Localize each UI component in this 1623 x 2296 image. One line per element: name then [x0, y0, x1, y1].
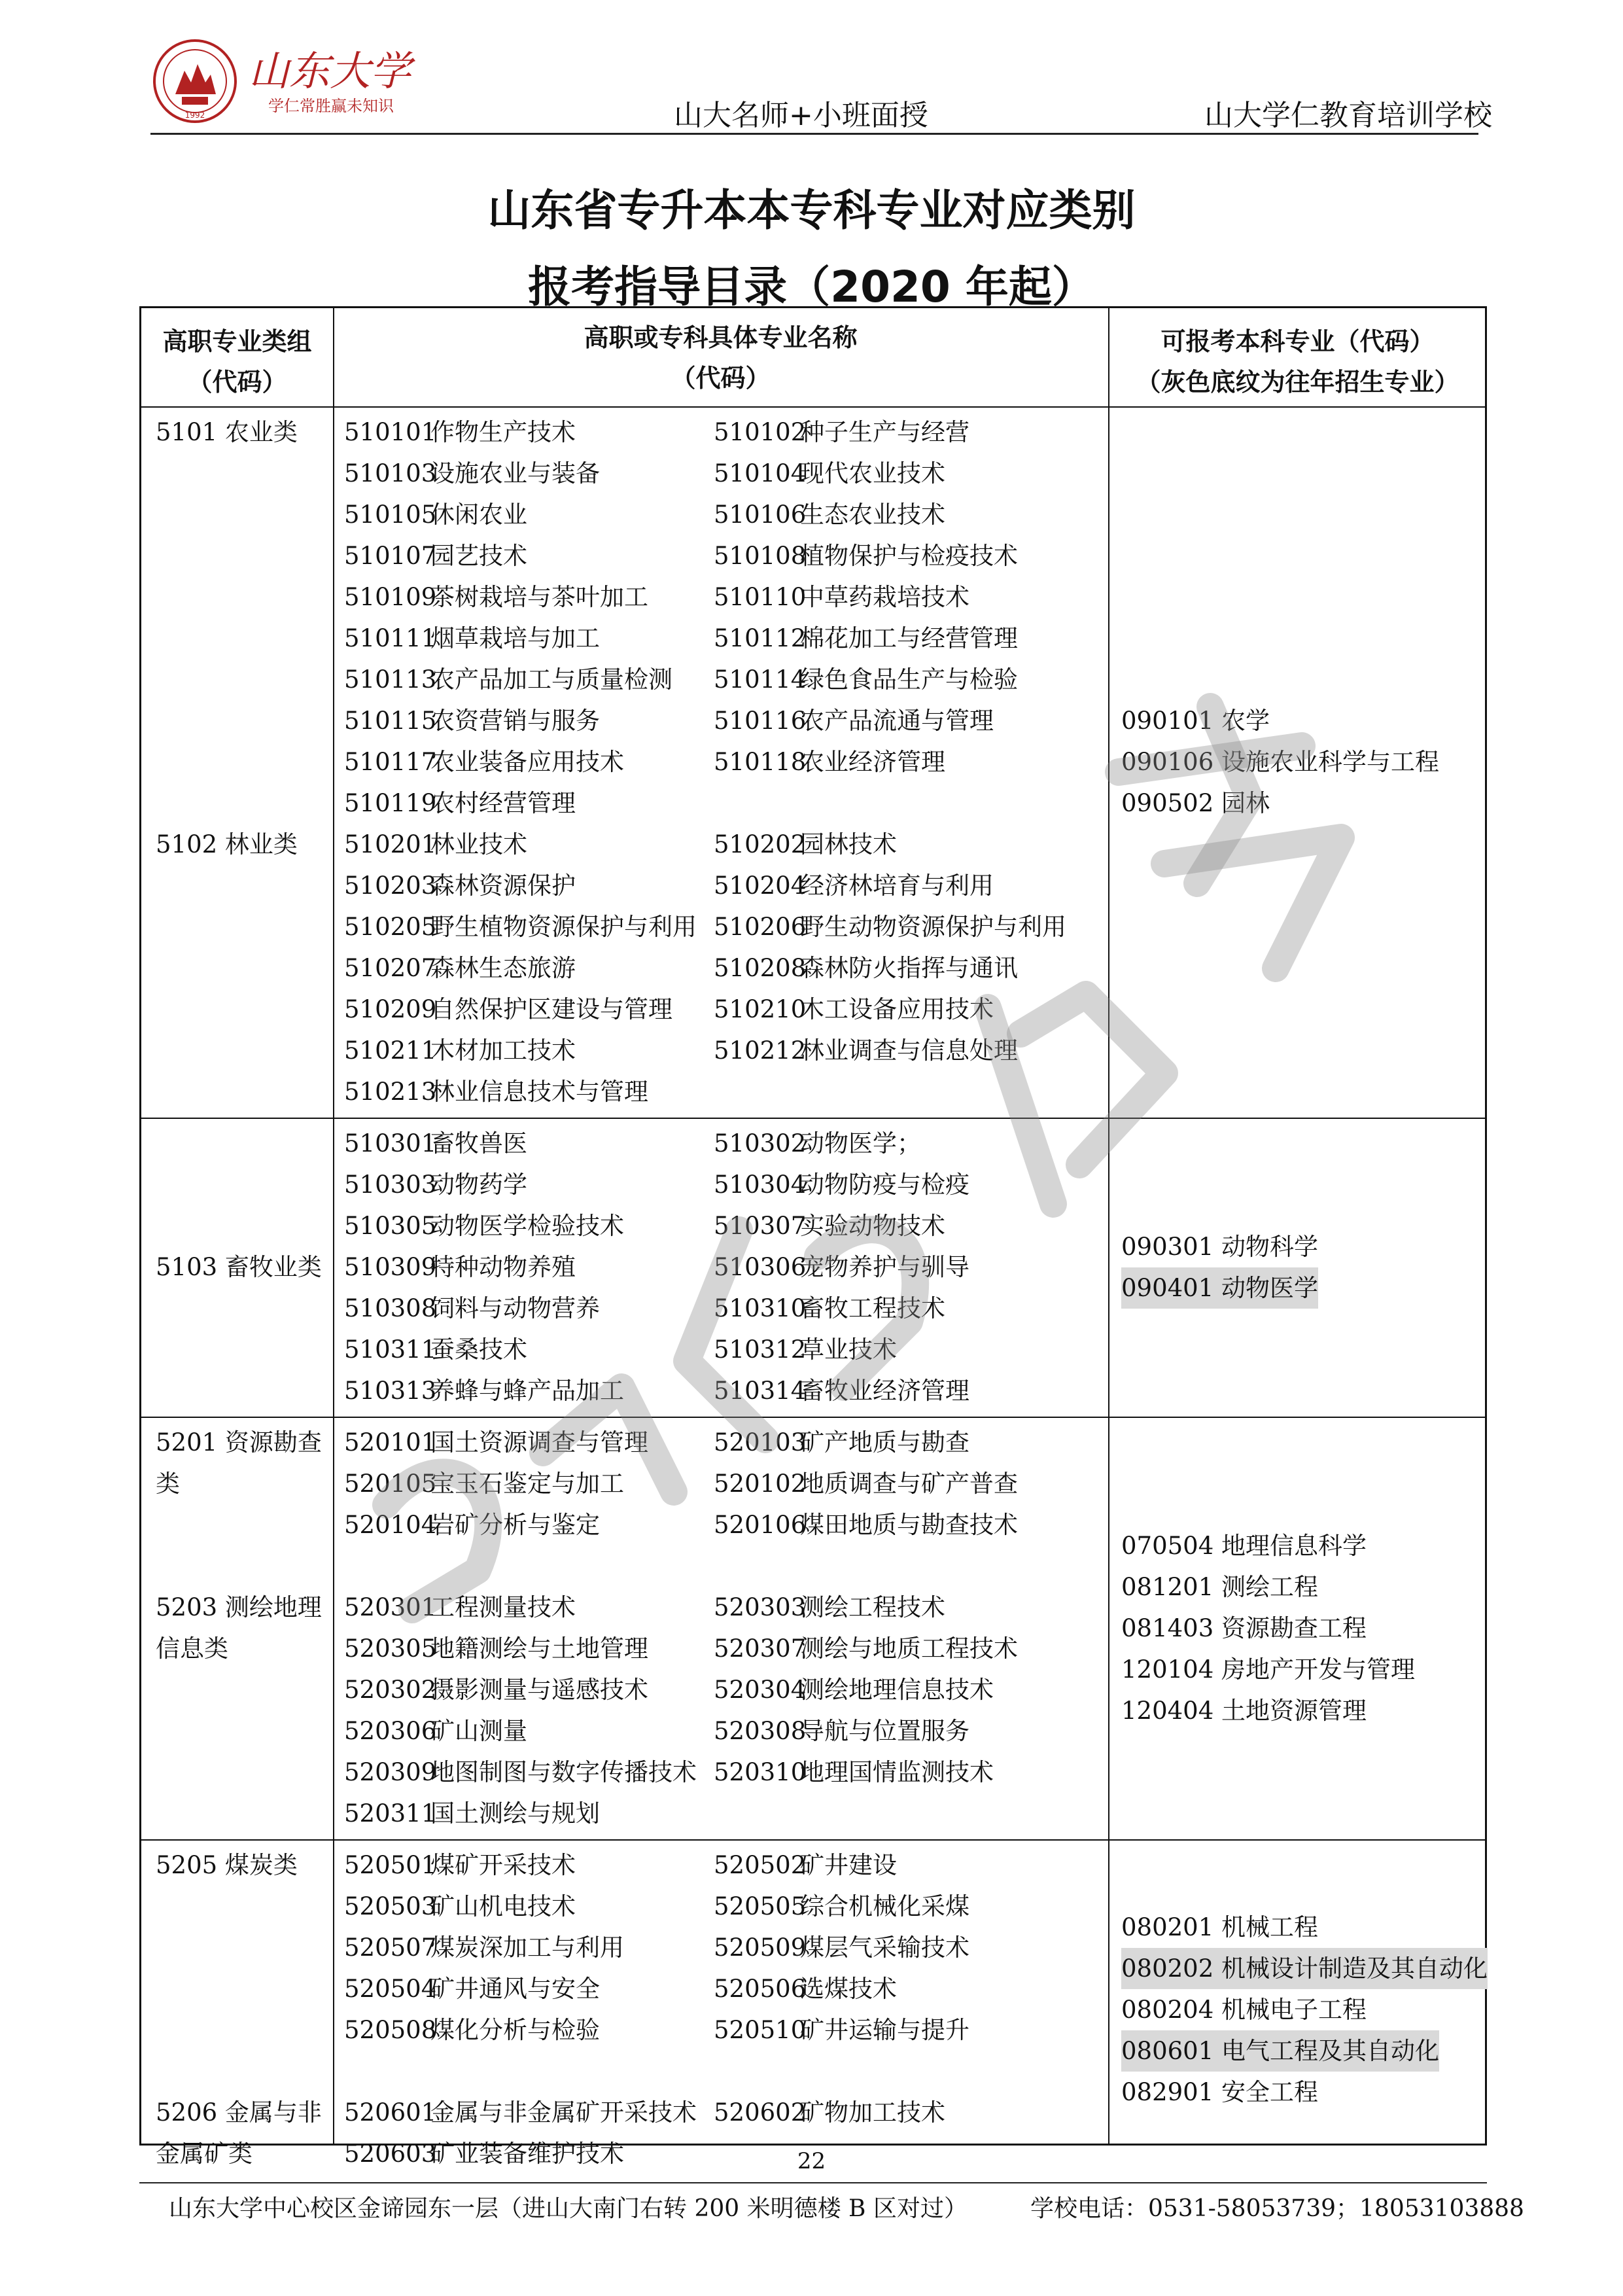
major-name: 矿井建设 [800, 1851, 897, 1879]
major-name: 烟草栽培与加工 [430, 624, 600, 652]
school-logo [150, 34, 425, 132]
major-name: 地质调查与矿产普查 [800, 1470, 1018, 1498]
major-item [344, 1845, 576, 1886]
major-name: 现代农业技术 [800, 459, 945, 487]
major-code: 510203 [344, 872, 437, 900]
major-name: 休闲农业 [430, 501, 527, 529]
major-item [344, 1205, 624, 1246]
major-name: 选煤技术 [800, 1975, 897, 2003]
major-name: 矿业装备维护技术 [430, 2140, 624, 2168]
major-item [714, 989, 994, 1030]
header-col1 [141, 321, 333, 402]
major-code: 510117 [344, 748, 437, 776]
major-item [714, 1587, 945, 1628]
major-name: 森林资源保护 [430, 872, 576, 900]
major-item [714, 1205, 945, 1246]
major-item [344, 1370, 624, 1411]
column-divider [333, 308, 334, 2144]
major-item [714, 412, 969, 453]
major-code: 510113 [344, 665, 437, 694]
category-label: 5205 煤炭类 [156, 1851, 298, 1879]
major-code: 520501 [344, 1851, 437, 1879]
major-code: 510110 [714, 583, 807, 611]
major-name: 导航与位置服务 [800, 1717, 969, 1745]
header-col3-line1: 可报考本科专业（代码） [1161, 327, 1435, 356]
major-code: 510303 [344, 1171, 437, 1199]
major-item [714, 1752, 994, 1793]
major-name: 岩矿分析与鉴定 [430, 1511, 600, 1539]
major-name: 煤层气采输技术 [800, 1934, 969, 1962]
major-name: 草业技术 [800, 1335, 897, 1364]
major-code: 510109 [344, 583, 437, 611]
major-name: 矿井运输与提升 [800, 2016, 969, 2044]
major-name: 林业技术 [430, 830, 527, 858]
major-code: 510213 [344, 1078, 437, 1106]
major-name: 煤炭深加工与利用 [430, 1934, 624, 1962]
undergrad-major: 081403 资源勘查工程 [1121, 1614, 1367, 1642]
row-divider [141, 406, 1485, 408]
major-code: 520502 [714, 1851, 807, 1879]
major-name: 畜牧兽医 [430, 1129, 527, 1157]
major-code: 510207 [344, 954, 437, 982]
undergrad-major: 081201 测绘工程 [1121, 1572, 1319, 1601]
major-name: 生态农业技术 [800, 501, 945, 529]
major-item [344, 618, 600, 659]
major-code: 510212 [714, 1036, 807, 1065]
major-item [344, 783, 576, 824]
major-item [714, 906, 1066, 947]
major-name: 国土测绘与规划 [430, 1799, 600, 1828]
header-col1-line2: （代码） [187, 368, 287, 397]
major-name: 矿山机电技术 [430, 1892, 576, 1920]
major-code: 520603 [344, 2140, 437, 2168]
major-name: 实验动物技术 [800, 1212, 945, 1240]
major-item [714, 1710, 969, 1752]
major-name: 种子生产与经营 [800, 418, 969, 446]
major-code: 510309 [344, 1253, 437, 1281]
major-name: 茶树栽培与茶叶加工 [430, 583, 648, 611]
major-item [714, 1164, 969, 1205]
header-col2-line1: 高职或专科具体专业名称 [584, 323, 858, 352]
major-name: 作物生产技术 [430, 418, 576, 446]
row-divider [141, 1118, 1485, 1119]
category-label: 5101 农业类 [156, 418, 298, 446]
major-name: 野生植物资源保护与利用 [430, 913, 697, 941]
major-name: 矿产地质与勘查 [800, 1428, 969, 1457]
major-item [714, 1669, 994, 1710]
major-item [344, 1710, 527, 1752]
major-name: 地图制图与数字传播技术 [430, 1758, 697, 1786]
major-item [714, 1246, 969, 1288]
category-label: 5102 林业类 [156, 830, 298, 858]
major-code: 510308 [344, 1294, 437, 1322]
category-label: 5203 测绘地理信息类 [156, 1593, 322, 1663]
major-code: 510107 [344, 542, 437, 570]
major-name: 矿山测量 [430, 1717, 527, 1745]
major-name: 特种动物养殖 [430, 1253, 576, 1281]
major-item [714, 1329, 897, 1370]
major-name: 矿井通风与安全 [430, 1975, 600, 2003]
major-code: 510306 [714, 1253, 807, 1281]
major-name: 宝玉石鉴定与加工 [430, 1470, 624, 1498]
major-code: 510112 [714, 624, 807, 652]
major-item [344, 535, 527, 576]
major-code: 520510 [714, 2016, 807, 2044]
major-code: 510108 [714, 542, 807, 570]
major-code: 510311 [344, 1335, 437, 1364]
major-name: 农业经济管理 [800, 748, 945, 776]
major-name: 园林技术 [800, 830, 897, 858]
major-code: 520504 [344, 1975, 437, 2003]
header-divider [150, 133, 1478, 135]
major-item [714, 824, 897, 865]
major-item [714, 1030, 1018, 1071]
major-code: 510101 [344, 418, 437, 446]
major-name: 木工设备应用技术 [800, 995, 994, 1023]
header-col3-line2: （灰色底纹为往年招生专业） [1136, 368, 1459, 397]
major-name: 综合机械化采煤 [800, 1892, 969, 1920]
row-divider [141, 1417, 1485, 1418]
major-item [344, 2092, 697, 2133]
undergrad-major: 080202 机械设计制造及其自动化 [1121, 1948, 1488, 1989]
undergrad-major: 090106 设施农业科学与工程 [1121, 748, 1440, 776]
major-code: 520508 [344, 2016, 437, 2044]
undergrad-major: 090401 动物医学 [1121, 1267, 1318, 1309]
major-code: 520106 [714, 1511, 807, 1539]
category-label: 5201 资源勘查类 [156, 1428, 322, 1498]
major-code: 520103 [714, 1428, 807, 1457]
major-name: 野生动物资源保护与利用 [800, 913, 1066, 941]
major-item [344, 412, 576, 453]
major-item [714, 576, 969, 618]
major-item [714, 1886, 969, 1927]
major-name: 农业装备应用技术 [430, 748, 624, 776]
major-name: 农村经营管理 [430, 789, 576, 817]
header-col3 [1108, 321, 1487, 402]
major-item [714, 453, 945, 494]
major-code: 510201 [344, 830, 437, 858]
major-item [344, 865, 576, 906]
major-code: 520601 [344, 2098, 437, 2127]
category-label: 5103 畜牧业类 [156, 1253, 322, 1281]
major-code: 520301 [344, 1593, 437, 1621]
major-code: 510116 [714, 707, 807, 735]
major-item [714, 1968, 897, 2009]
major-item [714, 1370, 969, 1411]
major-code: 520507 [344, 1934, 437, 1962]
major-item [344, 576, 648, 618]
major-item [344, 1628, 648, 1669]
major-item [344, 494, 527, 535]
logo-motto: 学仁常胜赢未知识 [268, 97, 394, 115]
page-number: 22 [797, 2148, 826, 2174]
major-item [714, 947, 1018, 989]
major-code: 520101 [344, 1428, 437, 1457]
major-code: 510119 [344, 789, 437, 817]
logo-text: 山东大学 [249, 47, 411, 95]
major-code: 510208 [714, 954, 807, 982]
major-code: 520304 [714, 1676, 807, 1704]
major-name: 工程测量技术 [430, 1593, 576, 1621]
major-name: 地理国情监测技术 [800, 1758, 994, 1786]
major-code: 510305 [344, 1212, 437, 1240]
undergrad-major: 090502 园林 [1121, 789, 1270, 817]
major-name: 畜牧业经济管理 [800, 1377, 969, 1405]
major-name: 矿物加工技术 [800, 2098, 945, 2127]
major-item [344, 1030, 576, 1071]
undergrad-major: 080601 电气工程及其自动化 [1121, 2030, 1439, 2072]
footer-address: 山东大学中心校区金谛园东一层（进山大南门右转 200 米明德楼 B 区对过） [169, 2195, 968, 2222]
major-code: 520506 [714, 1975, 807, 2003]
major-name: 木材加工技术 [430, 1036, 576, 1065]
major-code: 520602 [714, 2098, 807, 2127]
major-code: 510310 [714, 1294, 807, 1322]
major-code: 510210 [714, 995, 807, 1023]
major-code: 520509 [714, 1934, 807, 1962]
major-code: 520305 [344, 1634, 437, 1663]
category-label: 5206 金属与非金属矿类 [156, 2098, 322, 2168]
major-item [344, 1329, 527, 1370]
major-item [714, 1288, 945, 1329]
major-item [714, 2092, 945, 2133]
undergrad-major: 090101 农学 [1121, 707, 1270, 735]
major-name: 林业调查与信息处理 [800, 1036, 1018, 1065]
major-name: 植物保护与检疫技术 [800, 542, 1018, 570]
major-name: 动物医学； [800, 1129, 921, 1157]
major-name: 农产品加工与质量检测 [430, 665, 672, 694]
major-item [344, 1886, 576, 1927]
major-item [344, 947, 576, 989]
major-code: 520105 [344, 1470, 437, 1498]
column-divider [1108, 308, 1109, 2144]
major-name: 摄影测量与遥感技术 [430, 1676, 648, 1704]
major-code: 520102 [714, 1470, 807, 1498]
major-name: 棉花加工与经营管理 [800, 624, 1018, 652]
major-code: 510314 [714, 1377, 807, 1405]
major-code: 510111 [344, 624, 437, 652]
undergrad-major: 082901 安全工程 [1121, 2077, 1319, 2106]
major-item [714, 494, 945, 535]
major-code: 520307 [714, 1634, 807, 1663]
major-item [344, 1968, 600, 2009]
major-name: 国土资源调查与管理 [430, 1428, 648, 1457]
major-item [714, 1845, 897, 1886]
major-code: 510114 [714, 665, 807, 694]
major-name: 园艺技术 [430, 542, 527, 570]
major-name: 动物药学 [430, 1171, 527, 1199]
major-item [344, 1123, 527, 1164]
major-item [714, 1927, 969, 1968]
major-name: 经济林培育与利用 [800, 872, 994, 900]
major-item [344, 824, 527, 865]
major-item [344, 1463, 624, 1504]
major-name: 林业信息技术与管理 [430, 1078, 648, 1106]
major-code: 520104 [344, 1511, 437, 1539]
major-name: 农资营销与服务 [430, 707, 600, 735]
major-item [344, 2009, 600, 2051]
major-item [344, 1504, 600, 1545]
major-code: 520503 [344, 1892, 437, 1920]
major-name: 测绘工程技术 [800, 1593, 945, 1621]
major-item [344, 1587, 576, 1628]
major-code: 520310 [714, 1758, 807, 1786]
major-item [714, 700, 994, 741]
major-item [344, 906, 697, 947]
major-name: 动物医学检验技术 [430, 1212, 624, 1240]
undergrad-major: 080204 机械电子工程 [1121, 1995, 1367, 2024]
header-slogan: 山大名师+小班面授 [674, 99, 928, 132]
major-item [714, 1504, 1018, 1545]
major-name: 煤化分析与检验 [430, 2016, 600, 2044]
footer-phone: 学校电话：0531-58053739；18053103888 [1030, 2195, 1524, 2222]
major-code: 510209 [344, 995, 437, 1023]
major-name: 地籍测绘与土地管理 [430, 1634, 648, 1663]
major-name: 测绘与地质工程技术 [800, 1634, 1018, 1663]
major-item [344, 1071, 648, 1112]
major-item [714, 618, 1018, 659]
major-name: 测绘地理信息技术 [800, 1676, 994, 1704]
major-code: 510202 [714, 830, 807, 858]
major-code: 510307 [714, 1212, 807, 1240]
major-item [714, 1628, 1018, 1669]
major-item [344, 659, 672, 700]
major-item [344, 1927, 624, 1968]
header-col2 [333, 317, 1108, 398]
major-item [344, 1793, 600, 1834]
major-code: 510205 [344, 913, 437, 941]
undergrad-major: 120404 土地资源管理 [1121, 1696, 1367, 1725]
major-name: 金属与非金属矿开采技术 [430, 2098, 697, 2127]
major-code: 510115 [344, 707, 437, 735]
major-item [714, 865, 994, 906]
major-item [714, 1422, 969, 1463]
major-code: 510102 [714, 418, 807, 446]
major-code: 520308 [714, 1717, 807, 1745]
major-code: 520309 [344, 1758, 437, 1786]
major-name: 煤田地质与勘查技术 [800, 1511, 1018, 1539]
major-code: 510106 [714, 501, 807, 529]
major-code: 520302 [344, 1676, 437, 1704]
major-name: 中草药栽培技术 [800, 583, 969, 611]
major-name: 动物防疫与检疫 [800, 1171, 969, 1199]
header-school-name: 山大学仁教育培训学校 [1204, 99, 1492, 132]
major-item [714, 535, 1018, 576]
undergrad-major: 090301 动物科学 [1121, 1232, 1319, 1261]
major-name: 宠物养护与驯导 [800, 1253, 969, 1281]
logo-year: 1992 [184, 111, 205, 120]
major-code: 510103 [344, 459, 437, 487]
major-code: 520303 [714, 1593, 807, 1621]
header-col1-line1: 高职专业类组 [162, 327, 312, 356]
undergrad-major: 080201 机械工程 [1121, 1913, 1319, 1941]
major-item [714, 659, 1018, 700]
major-item [714, 741, 945, 783]
row-divider [141, 1839, 1485, 1841]
major-code: 510105 [344, 501, 437, 529]
page-subtitle: 报考指导目录（2020 年起） [528, 262, 1095, 312]
major-code: 520505 [714, 1892, 807, 1920]
undergrad-major: 070504 地理信息科学 [1121, 1531, 1367, 1560]
major-name: 煤矿开采技术 [430, 1851, 576, 1879]
major-item [344, 1246, 576, 1288]
major-name: 畜牧工程技术 [800, 1294, 945, 1322]
major-item [344, 741, 624, 783]
major-item [344, 989, 672, 1030]
major-name: 饲料与动物营养 [430, 1294, 600, 1322]
major-item [344, 1288, 600, 1329]
major-name: 自然保护区建设与管理 [430, 995, 672, 1023]
major-code: 510312 [714, 1335, 807, 1364]
major-code: 520306 [344, 1717, 437, 1745]
major-name: 农产品流通与管理 [800, 707, 994, 735]
major-code: 520311 [344, 1799, 437, 1828]
undergrad-major: 120104 房地产开发与管理 [1121, 1655, 1416, 1684]
major-item [344, 1164, 527, 1205]
major-code: 510313 [344, 1377, 437, 1405]
major-item [344, 1422, 648, 1463]
major-code: 510104 [714, 459, 807, 487]
major-code: 510118 [714, 748, 807, 776]
major-code: 510211 [344, 1036, 437, 1065]
major-code: 510206 [714, 913, 807, 941]
major-item [714, 1123, 921, 1164]
major-name: 森林生态旅游 [430, 954, 576, 982]
major-code: 510302 [714, 1129, 807, 1157]
major-code: 510204 [714, 872, 807, 900]
major-name: 绿色食品生产与检验 [800, 665, 1018, 694]
page-title: 山东省专升本本专科专业对应类别 [487, 185, 1136, 236]
major-item [714, 2009, 969, 2051]
header-col2-line2: （代码） [671, 364, 771, 393]
major-item [714, 1463, 1018, 1504]
major-name: 设施农业与装备 [430, 459, 600, 487]
major-code: 510301 [344, 1129, 437, 1157]
major-item [344, 1752, 697, 1793]
major-code: 510304 [714, 1171, 807, 1199]
major-name: 蚕桑技术 [430, 1335, 527, 1364]
major-item [344, 700, 600, 741]
footer-divider [139, 2182, 1487, 2183]
major-item [344, 1669, 648, 1710]
major-item [344, 453, 600, 494]
major-name: 养蜂与蜂产品加工 [430, 1377, 624, 1405]
major-name: 森林防火指挥与通讯 [800, 954, 1018, 982]
